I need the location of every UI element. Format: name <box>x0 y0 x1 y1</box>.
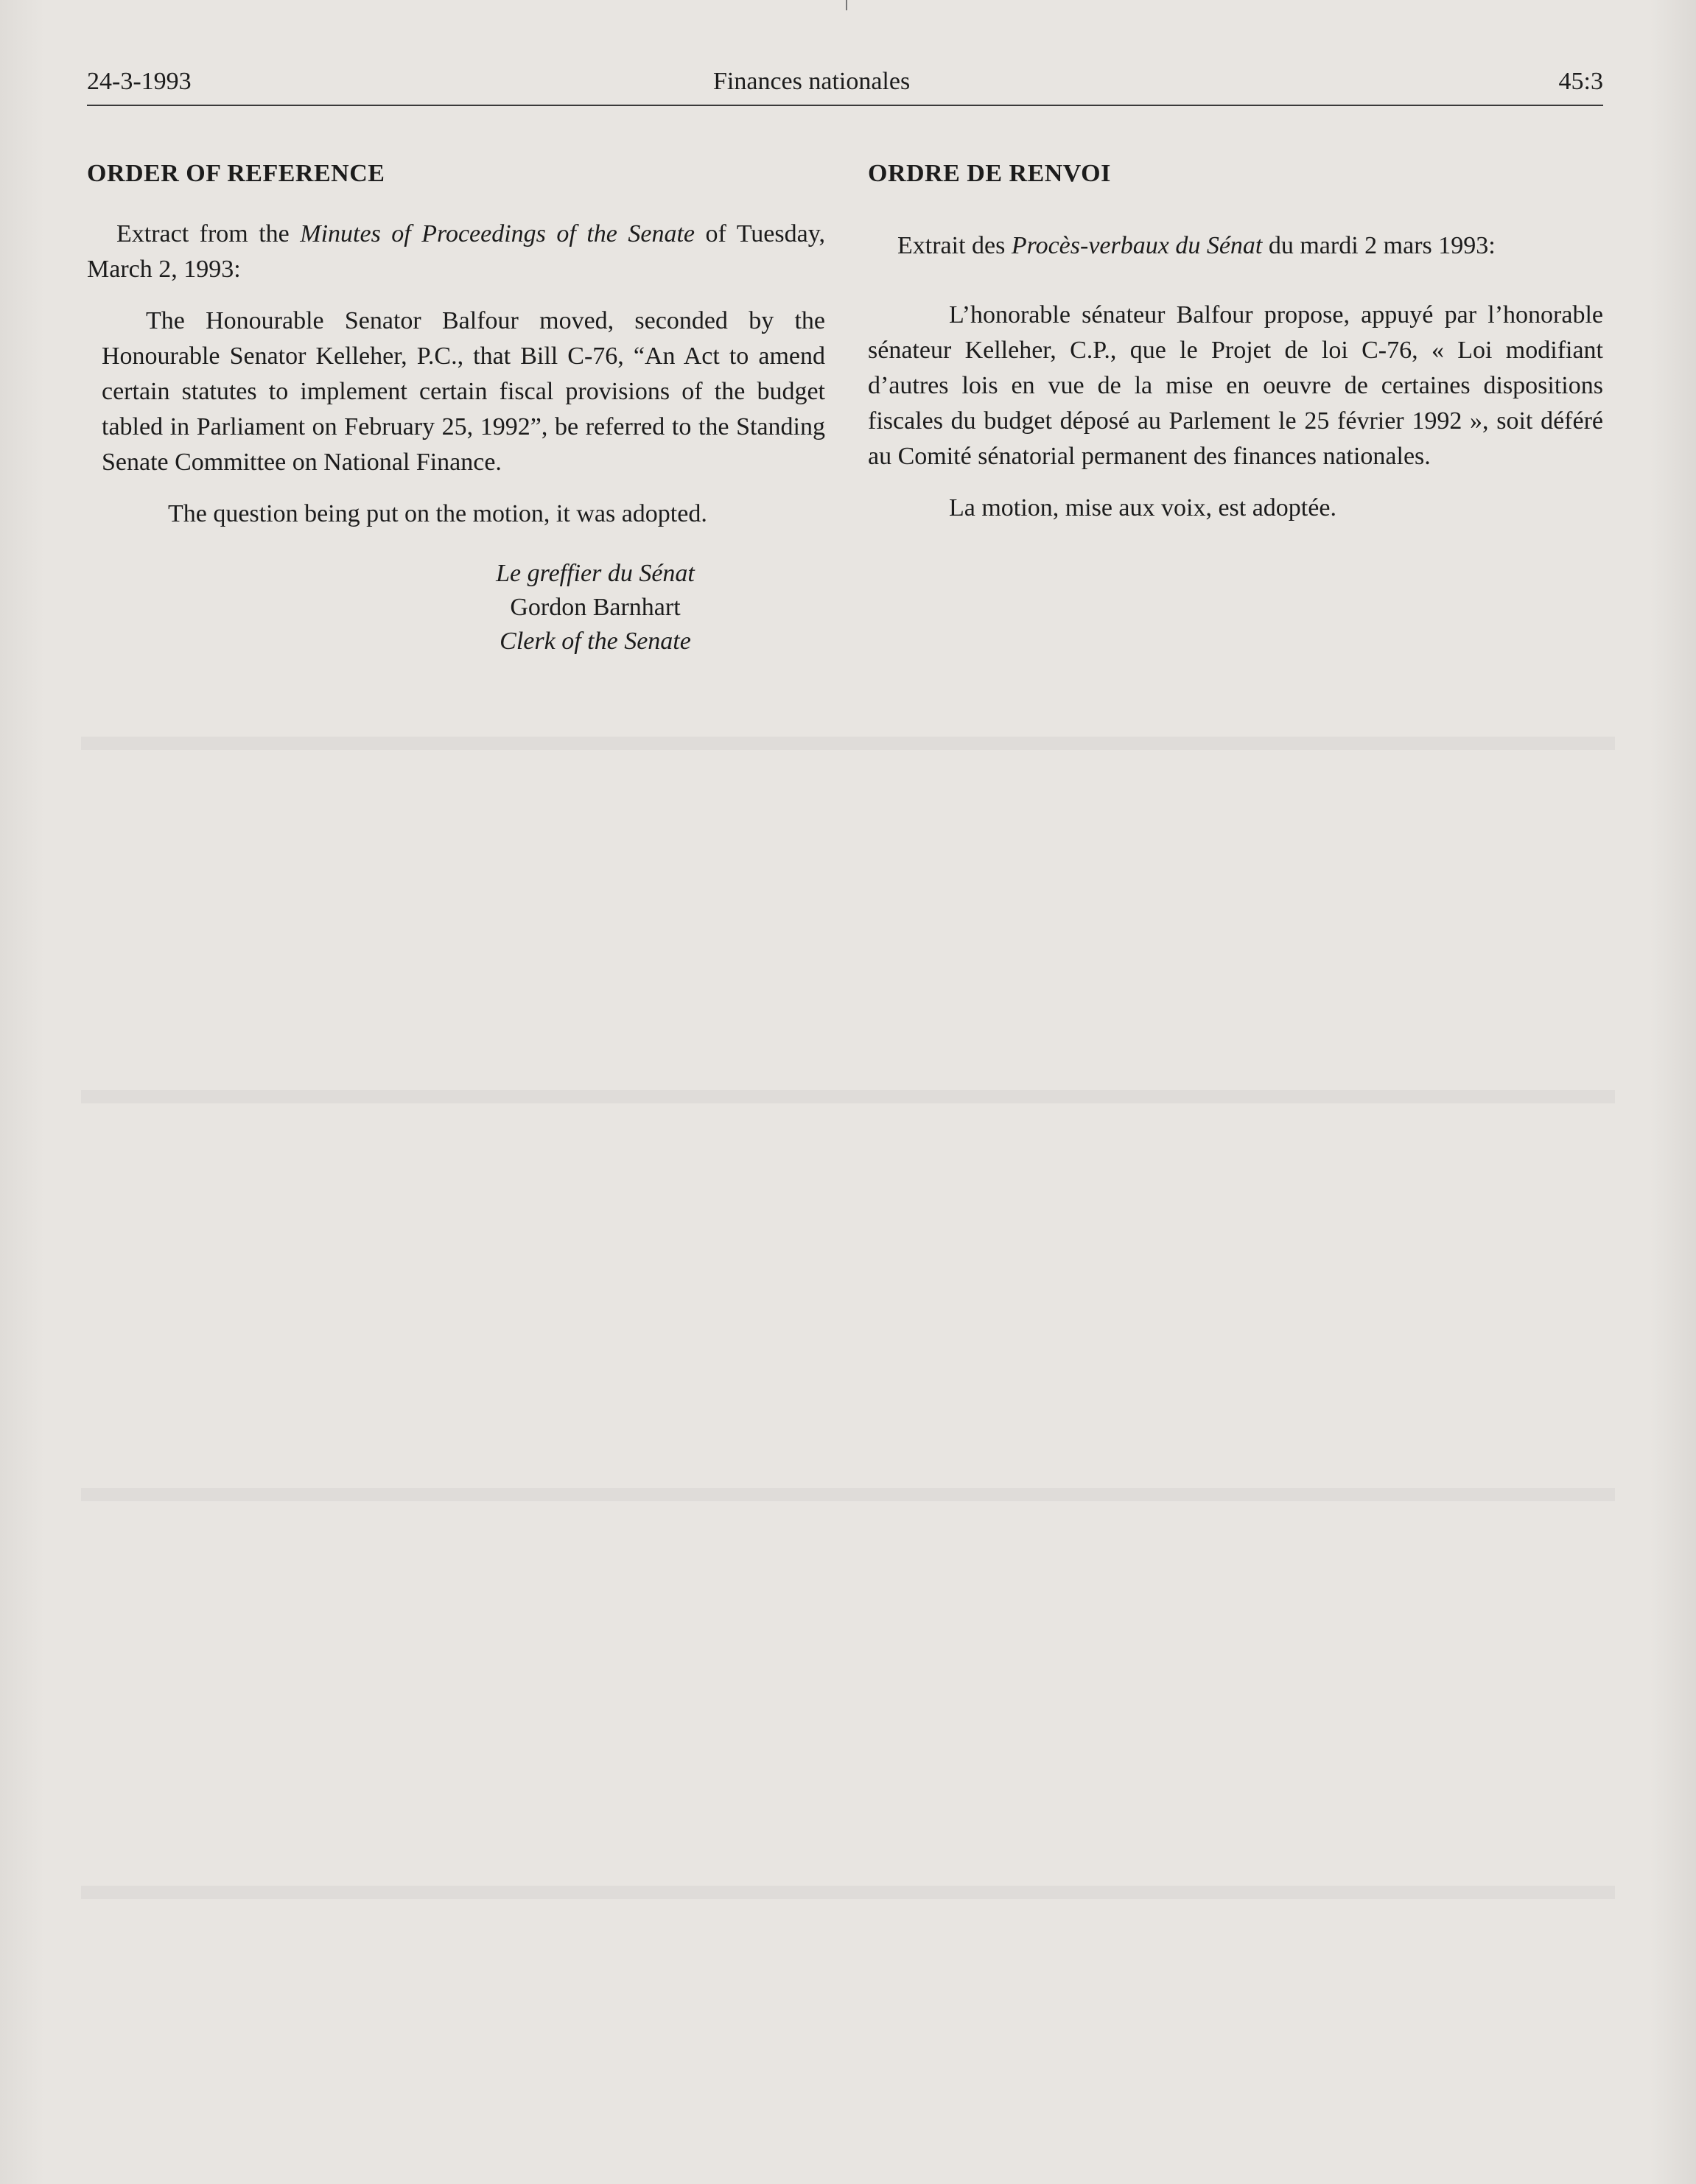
english-column <box>87 156 825 659</box>
english-intro <box>87 217 825 287</box>
french-intro-end: du mardi 2 mars 1993: <box>1262 232 1496 259</box>
english-motion: The Honourable Senator Balfour moved, seconded by the Honourable Senator Kelleher, P.C., that Bill C-76, “An Act to amend certain statutes to implement certain fiscal provisions of the budget tabled in Parliament on February 25, 1992”, be referred to the Standing Senate Committee on National Finance. <box>102 307 825 476</box>
bleed-through-band <box>81 1488 1615 1501</box>
header-date: 24-3-1993 <box>87 68 192 95</box>
header-title: Finances nationales <box>713 68 911 95</box>
signature-name: Gordon Barnhart <box>510 594 681 621</box>
french-column <box>868 156 1603 551</box>
english-result: The question being put on the motion, it was adopted. <box>168 500 707 527</box>
french-intro <box>868 228 1603 264</box>
bleed-through-band <box>81 737 1615 750</box>
bleed-through-band <box>81 1886 1615 1899</box>
top-tick-mark <box>846 0 847 10</box>
running-header <box>87 68 1603 100</box>
signature-title-french: Le greffier du Sénat <box>496 560 695 587</box>
english-intro-end: of Tuesday, March 2, 1993: <box>87 220 825 283</box>
header-page-number: 45:3 <box>1558 68 1603 95</box>
bleed-through-band <box>81 1090 1615 1103</box>
header-rule <box>87 105 1603 106</box>
signature-title-english: Clerk of the Senate <box>500 628 691 655</box>
french-intro-source: Procès-verbaux du Sénat <box>1011 232 1263 259</box>
signature-block <box>441 557 750 659</box>
french-intro-start: Extrait des <box>897 232 1012 259</box>
french-motion: L’honorable sénateur Balfour propose, appuyé par l’honorable sénateur Kelleher, C.P., que le Projet de loi C-76, « Loi modifiant d’autres lois en vue de la mise en oeuvre de certaines dispositions fiscales du budget déposé au Parlement le 25 février 1992 », soit déféré au Comité sénatorial permanent des finances nationales. <box>868 301 1603 470</box>
french-result: La motion, mise aux voix, est adoptée. <box>949 494 1336 522</box>
english-heading: ORDER OF REFERENCE <box>87 160 385 187</box>
english-intro-source: Minutes of Proceedings of the Senate <box>300 220 695 247</box>
english-intro-start: Extract from the <box>116 220 301 247</box>
french-heading: ORDRE DE RENVOI <box>868 160 1111 187</box>
